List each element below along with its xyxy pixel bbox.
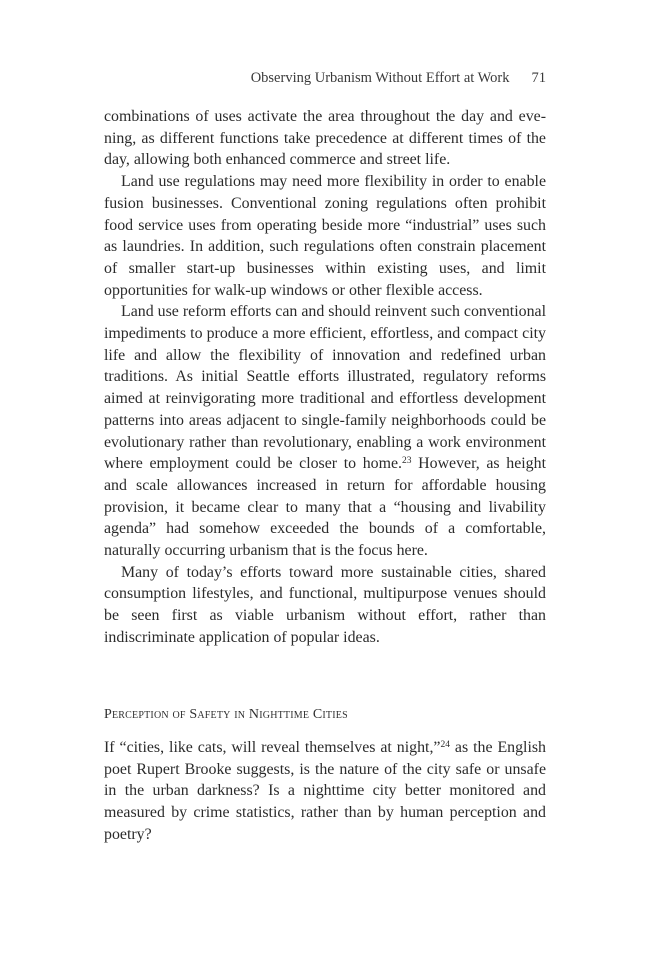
section-heading: Perception of Safety in Nighttime Cities [104, 707, 348, 722]
paragraph-nighttime-cities [104, 737, 546, 846]
running-header [104, 70, 546, 87]
running-title: Observing Urbanism Without Effort at Work [250, 70, 510, 86]
paragraph-land-use-regulations: Land use regulations may need more flexibility in order to enable fusion businesses. Conventional zoning regulations often prohibit food service uses from operating beside more “industrial” uses such as laundries. In addition, such regulations often constrain placement of smaller start-up businesses within existing uses, and limit opportunities for walk-up windows or other flexible access. [104, 173, 546, 299]
paragraph-land-use-reform [104, 301, 546, 561]
paragraph-text: If “cities, like cats, will reveal themselves at night,” [104, 739, 441, 756]
footnote-marker[interactable]: 24 [440, 739, 450, 750]
body-text [104, 106, 546, 649]
paragraph-text: However, as height and scale allowances increased in return for affordable housing provision, it became clear to many that a “housing and livability agenda” had somehow exceeded the bounds of a comfortable, naturally occurring urbanism that is the focus here. [104, 455, 546, 560]
footnote-marker[interactable]: 23 [402, 455, 412, 466]
paragraph-sustainable-cities: Many of today’s efforts toward more sustainable cities, shared consumption lifestyles, and functional, multipurpose venues should be seen first as viable urbanism without effort, rather than indiscriminate application of popular ideas. [104, 563, 546, 646]
section-body [104, 737, 546, 846]
page-number: 71 [531, 70, 546, 86]
paragraph-text: Land use reform efforts can and should reinvent such conventional impediments to produce a more efficient, effortless, and compact city life and allow the flexibility of innovation and redefined urban traditions. As initial Seattle efforts illustrated, regulatory reforms aimed at reinvigorating more traditional and effortless development patterns into areas adjacent to single-family neighborhoods could be evolutionary rather than revolutionary, enabling a work environment where employment could be closer to home. [104, 303, 546, 473]
paragraph-text: as the English poet Rupert Brooke suggests, is the nature of the city safe or unsafe in the urban darkness? Is a nighttime city better monitored and measured by crime statistics, rather than by human perception and poetry? [104, 739, 546, 843]
paragraph-continued: combinations of uses activate the area throughout the day and evening, as different functions take precedence at different times of the day, allowing both enhanced commerce and street life. [104, 108, 546, 169]
